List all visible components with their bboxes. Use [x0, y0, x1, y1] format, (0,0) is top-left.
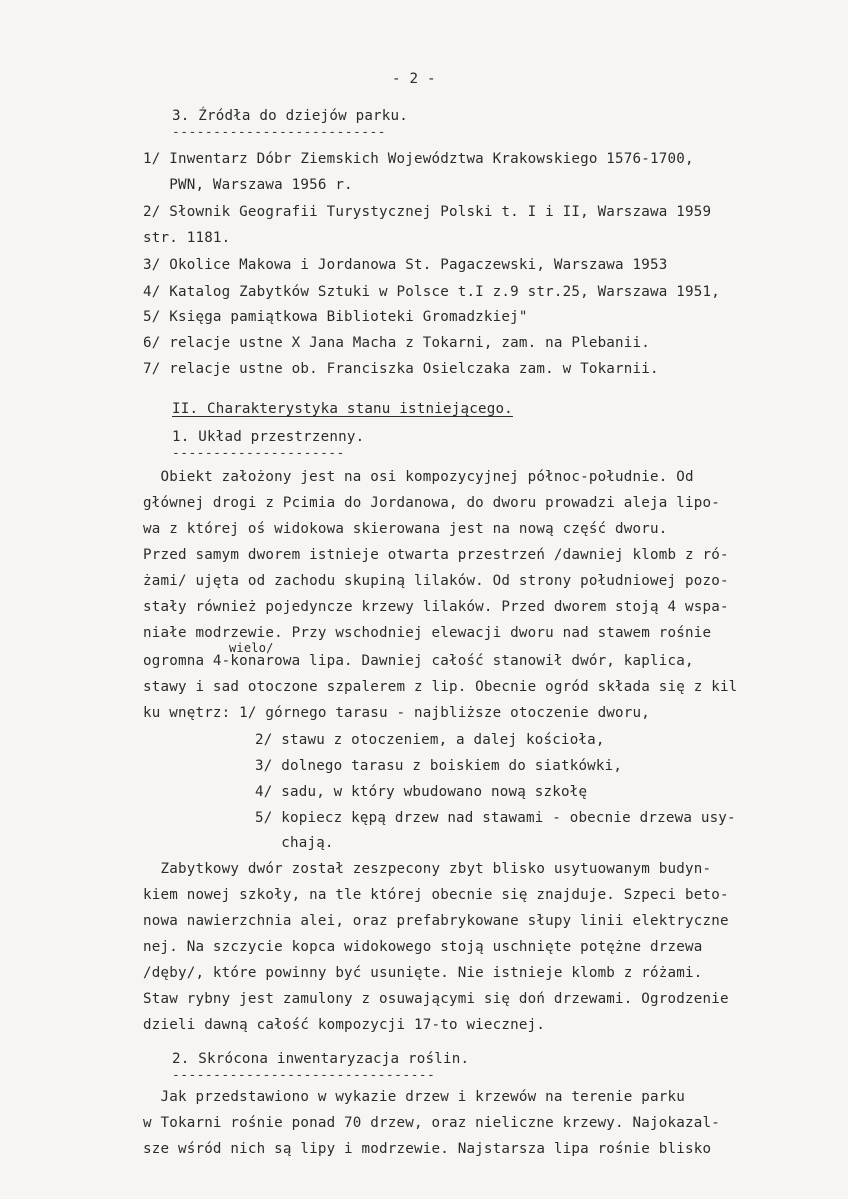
paragraph-line: w Tokarni rośnie ponad 70 drzew, oraz nieliczne krzewy. Najokazal- [143, 1115, 720, 1131]
list-item: 4/ sadu, w który wbudowano nową szkołę [255, 784, 588, 800]
source-item: 5/ Księga pamiątkowa Biblioteki Gromadzkiej" [143, 309, 528, 325]
handwritten-insert: wielo/ [229, 641, 274, 655]
source-item: str. 1181. [143, 230, 231, 246]
source-item: PWN, Warszawa 1956 r. [143, 177, 353, 193]
page-number: - 2 - [392, 71, 436, 87]
heading-rule: -------------------------------- [172, 1068, 436, 1083]
list-item: 2/ stawu z otoczeniem, a dalej kościoła, [255, 732, 605, 748]
list-item: chają. [255, 835, 334, 851]
paragraph-line: ku wnętrz: 1/ górnego tarasu - najbliższe otoczenie dworu, [143, 705, 651, 721]
paragraph-line: Obiekt założony jest na osi kompozycyjnej północ-południe. Od [143, 469, 694, 485]
list-item: 3/ dolnego tarasu z boiskiem do siatkówki, [255, 758, 623, 774]
section-heading-sources: 3. Źródła do dziejów parku. [172, 108, 409, 124]
paragraph-line: kiem nowej szkoły, na tle której obecnie się znajduje. Szpeci beto- [143, 887, 729, 903]
heading-rule: --------------------- [172, 446, 345, 461]
source-item: 6/ relacje ustne X Jana Macha z Tokarni, zam. na Plebanii. [143, 335, 651, 351]
paragraph-line: /dęby/, które powinny być usunięte. Nie istnieje klomb z różami. [143, 965, 703, 981]
paragraph-line: Zabytkowy dwór został zeszpecony zbyt blisko usytuowanym budyn- [143, 861, 712, 877]
paragraph-line: wa z której oś widokowa skierowana jest na nową część dworu. [143, 521, 668, 537]
paragraph-line: nowa nawierzchnia alei, oraz prefabrykowane słupy linii elektryczne [143, 913, 729, 929]
paragraph-line: Przed samym dworem istnieje otwarta przestrzeń /dawniej klomb z ró- [143, 547, 729, 563]
source-item: 2/ Słownik Geografii Turystycznej Polski t. I i II, Warszawa 1959 [143, 204, 712, 220]
list-item: 5/ kopiecz kępą drzew nad stawami - obecnie drzewa usy- [255, 810, 736, 826]
source-item: 7/ relacje ustne ob. Franciszka Osielczaka zam. w Tokarnii. [143, 361, 659, 377]
heading-rule: -------------------------- [172, 125, 386, 140]
paragraph-line: Jak przedstawiono w wykazie drzew i krzewów na terenie parku [143, 1089, 685, 1105]
subsection-heading-layout: 1. Układ przestrzenny. [172, 429, 365, 445]
paragraph-line: stały również pojedyncze krzewy lilaków. Przed dworem stoją 4 wspa- [143, 599, 729, 615]
paragraph-line: sze wśród nich są lipy i modrzewie. Najstarsza lipa rośnie blisko [143, 1141, 712, 1157]
source-item: 3/ Okolice Makowa i Jordanowa St. Pagaczewski, Warszawa 1953 [143, 257, 668, 273]
paragraph-line: nej. Na szczycie kopca widokowego stoją uschnięte potężne drzewa [143, 939, 703, 955]
source-item: 1/ Inwentarz Dóbr Ziemskich Województwa Krakowskiego 1576-1700, [143, 151, 694, 167]
paragraph-line: stawy i sad otoczone szpalerem z lip. Obecnie ogród składa się z kil [143, 679, 738, 695]
paragraph-line: żami/ ujęta od zachodu skupiną lilaków. Od strony południowej pozo- [143, 573, 729, 589]
paragraph-line: dzieli dawną całość kompozycji 17-to wiecznej. [143, 1017, 546, 1033]
paragraph-line: niałe modrzewie. Przy wschodniej elewacji dworu nad stawem rośnie [143, 625, 712, 641]
subsection-heading-inventory: 2. Skrócona inwentaryzacja roślin. [172, 1051, 470, 1067]
paragraph-line: głównej drogi z Pcimia do Jordanowa, do dworu prowadzi aleja lipo- [143, 495, 720, 511]
paragraph-line: Staw rybny jest zamulony z osuwającymi się doń drzewami. Ogrodzenie [143, 991, 729, 1007]
paragraph-line: ogromna 4-konarowa lipa. Dawniej całość stanowił dwór, kaplica, [143, 653, 694, 669]
source-item: 4/ Katalog Zabytków Sztuki w Polsce t.I z.9 str.25, Warszawa 1951, [143, 284, 720, 300]
section-heading-characteristics: II. Charakterystyka stanu istniejącego. [172, 401, 513, 417]
